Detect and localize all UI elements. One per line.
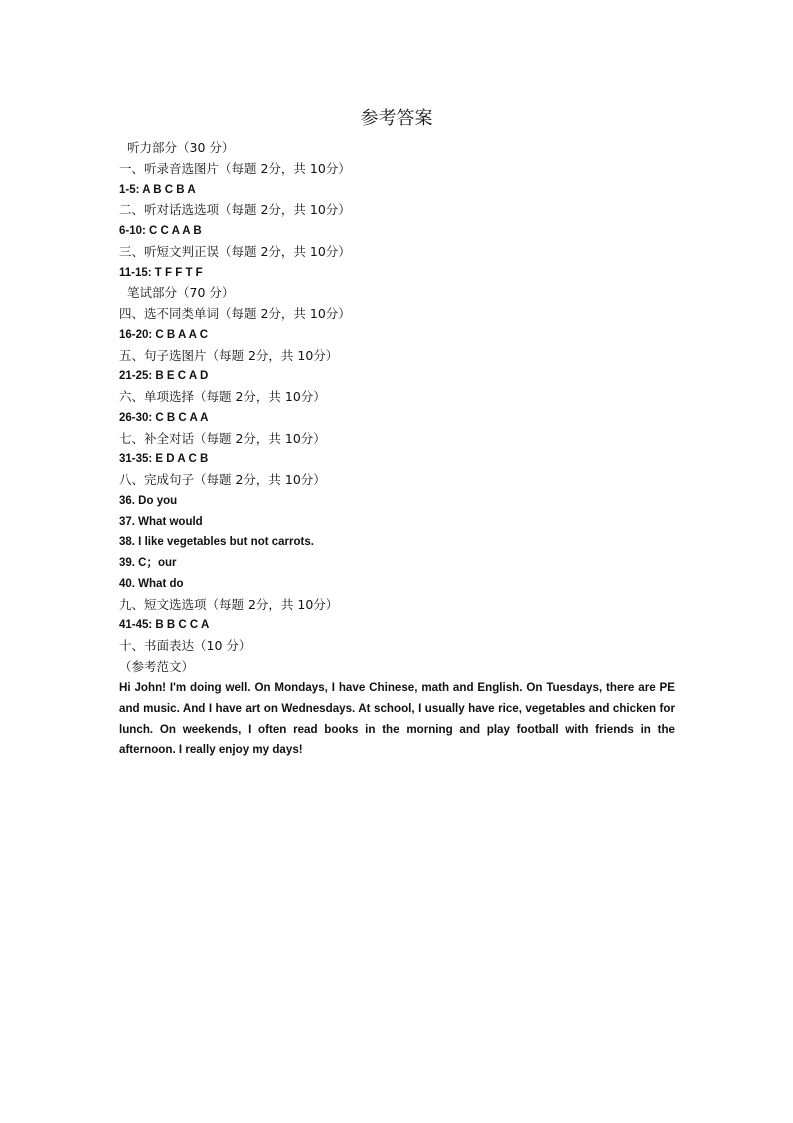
section-heading: 六、单项选择（每题 2分，共 10分） [119, 389, 326, 404]
section-heading: 三、听短文判正误（每题 2分，共 10分） [119, 243, 351, 259]
answer-line: 37. What would [119, 515, 203, 528]
page-title: 参考答案 [360, 108, 433, 129]
answer-line: 39. C；our [119, 557, 177, 569]
section-heading: 二、听对话选选项（每题 2分，共 10分） [119, 202, 351, 218]
sample-essay: Hi John! I'm doing well. On Mondays, I have Chinese, math and English. On Tuesdays, there are PE and music. And I have art on Wednesdays. At school, I usually have rice, vegetables and chicken for lunch. On weekends, I often read books in the morning and play football with friends in the afternoon. I really enjoy my days! [119, 681, 675, 757]
answer-key-list [119, 138, 679, 678]
answer-line: 11-15: T F F T F [119, 266, 203, 279]
answer-line: 26-30: C B C A A [119, 411, 209, 424]
answer-line: 6-10: C C A A B [119, 225, 202, 237]
section-heading: 一、听录音选图片（每题 2分，共 10分） [119, 160, 351, 176]
answer-line: 1-5: A B C B A [119, 183, 196, 196]
section-heading: 十、书面表达（10 分） [119, 638, 252, 653]
answer-line: 21-25: B E C A D [119, 370, 209, 383]
section-heading: 四、选不同类单词（每题 2分，共 10分） [119, 306, 351, 321]
section-heading: 八、完成句子（每题 2分，共 10分） [119, 472, 326, 487]
answer-line: 36. Do you [119, 494, 178, 507]
answer-line: 31-35: E D A C B [119, 453, 209, 466]
answer-line: 38. I like vegetables but not carrots. [119, 536, 314, 549]
answer-line: 41-45: B B C C A [119, 619, 210, 632]
section-heading: 七、补全对话（每题 2分，共 10分） [119, 430, 326, 446]
part-heading: 听力部分（30 分） [127, 140, 235, 155]
section-heading: （参考范文） [119, 658, 195, 674]
section-heading: 九、短文选选项（每题 2分，共 10分） [119, 596, 339, 612]
section-heading: 五、句子选图片（每题 2分，共 10分） [119, 347, 339, 363]
part-heading: 笔试部分（70 分） [127, 285, 235, 301]
answer-line: 16-20: C B A A C [119, 328, 209, 341]
answer-line: 40. What do [119, 577, 184, 590]
